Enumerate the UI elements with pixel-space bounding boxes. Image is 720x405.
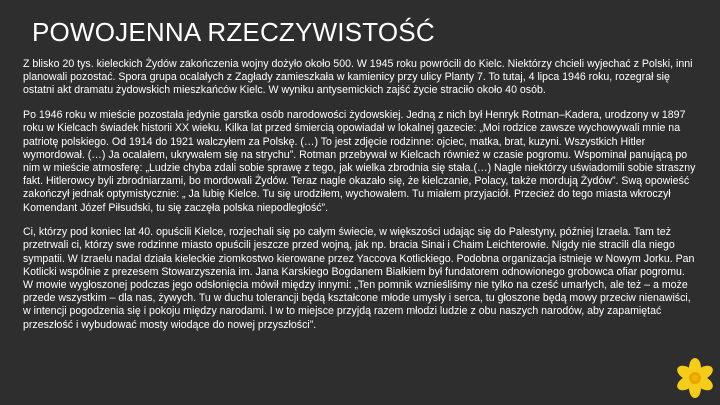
paragraph-2: Po 1946 roku w mieście pozostała jedynie garstka osób narodowości żydowskiej. Jedną z nich był Henryk Rotman–Kadera, urodzony w 1897 roku w Kielcach świadek historii XX wieku. Kilka lat przed śmiercią opowiadał w lokalnej gazecie: „Moi rodzice zawsze wychowywali mnie na patriotę polskiego. Od 1914 do 1921 walczyłem za Polskę. (…) To jest zdjęcie rodzinne: ojciec, matka, brat, kuzyni. Wszystkich Hitler wymordował. (…) Ja ocalałem, ukrywałem się na strychu”. Rotman przebywał w Kielcach również w czasie pogromu. Wspominał panującą po nim w mieście atmosferę: „Ludzie chyba zdali sobie sprawę z tego, jak wielka zbrodnia się stała.(…) Nagle niektórzy uświadomili sobie straszny fakt. Hitlerowcy byli zbrodniarzami, bo mordowali Żydów. Teraz nagle okazało się, że kielczanie, Polacy, także mordują Żydów”. Swą opowieść zakończył jednak optymistycznie: „ Ja lubię Kielce. Tu się urodziłem, wychowałem. Tu miałem przyjaciół. Przecież do tego miasta wkroczył Komendant Józef Piłsudski, tu się zaczęła polska niepodległość”.	[23, 109, 696, 214]
paragraph-3: Ci, którzy pod koniec lat 40. opuścili Kielce, rozjechali się po całym świecie, w większości udając się do Palestyny, później Izraela. Tam też przetrwali ci, którzy swe rodzinne miasto opuścili jeszcze przed wojną, jak np. bracia Sinai i Chaim Leichterowie. Nigdy nie stracili dla niego sympatii. W Izraelu nadal działa kieleckie ziomkostwo kierowane przez Yaccova Kotlickiego. Podobna organizacja istnieje w Nowym Jorku. Pan Kotlicki wspólnie z prezesem Stowarzyszenia im. Jana Karskiego Bogdanem Białkiem był fundatorem odnowionego grobowca ofiar pogromu. W mowie wygłoszonej podczas jego odsłonięcia mówił między innymi: „Ten pomnik wznieśliśmy nie tylko na cześć umarłych, ale też – a może przede wszystkim – dla nas, żywych. Tu w duchu tolerancji będą kształcone młode umysły i serca, tu głoszone będą mowy przeciw nienawiści, w intencji pogodzenia się i pokoju między narodami. I w to miejsce przyjdą razem młodzi ludzie z obu naszych narodów, aby zapamiętać przeszłość i wybudować mosty wiodące do nowej przyszłości”.	[23, 226, 695, 331]
paragraph-1: Z blisko 20 tys. kieleckich Żydów zakończenia wojny dożyło około 500. W 1945 roku powrócili do Kielc. Niektórzy chcieli wyjechać z Polski, inni planowali pozostać. Spora grupa ocalałych z Zagłady zamieszkała w kamienicy przy ulicy Planty 7. To tutaj, 4 lipca 1946 roku, rozegrał się ostatni akt dramatu żydowskich mieszkańców Kielc. W wyniku antysemickich zajść życie straciło około 40 osób.	[23, 58, 693, 97]
slide-title: POWOJENNA RZECZYWISTOŚĆ	[32, 17, 435, 47]
daffodil-icon	[674, 356, 716, 400]
slide-body	[23, 58, 696, 343]
